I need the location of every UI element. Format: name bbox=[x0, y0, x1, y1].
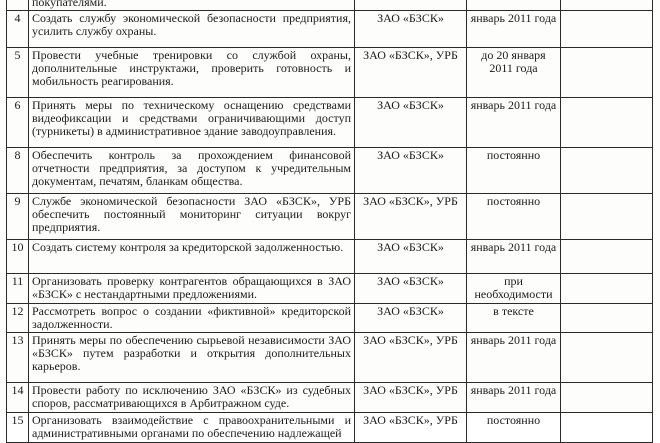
deadline-text: январь 2011 года bbox=[467, 240, 561, 274]
empty-cell bbox=[561, 240, 653, 274]
row-number: 4 bbox=[7, 11, 29, 48]
task-text: Принять меры по обеспечению сырьевой независимости ЗАО «БЗСК» путем разработки и открытия дополнительных карьеров. bbox=[29, 333, 355, 383]
task-text: Рассмотреть вопрос о создании «фиктивной» кредиторской задолженности. bbox=[29, 304, 355, 333]
deadline-text: постоянно bbox=[467, 413, 561, 443]
executor-text: ЗАО «БЗСК» bbox=[355, 11, 467, 48]
row-number: 6 bbox=[7, 98, 29, 148]
empty-cell bbox=[561, 413, 653, 443]
empty-cell bbox=[561, 304, 653, 333]
deadline-text: при необходимости bbox=[467, 274, 561, 304]
executor-text: ЗАО «БЗСК» bbox=[355, 240, 467, 274]
row-number: 11 bbox=[7, 274, 29, 304]
table-row bbox=[7, 240, 653, 274]
table-row bbox=[7, 413, 653, 443]
executor-text: ЗАО «БЗСК», УРБ bbox=[355, 383, 467, 413]
measures-table bbox=[6, 0, 653, 443]
table-row bbox=[7, 304, 653, 333]
deadline-text: январь 2011 года bbox=[467, 333, 561, 383]
task-text: Организовать взаимодействие с правоохранительными и административными органами по обеспечению надлежащей bbox=[29, 413, 355, 443]
row-number: 14 bbox=[7, 383, 29, 413]
table-row bbox=[7, 274, 653, 304]
deadline-text: постоянно bbox=[467, 194, 561, 240]
empty-cell bbox=[561, 274, 653, 304]
table-row bbox=[7, 194, 653, 240]
row-number: 13 bbox=[7, 333, 29, 383]
row-number: 5 bbox=[7, 48, 29, 98]
deadline-text: в тексте bbox=[467, 304, 561, 333]
table-row bbox=[7, 48, 653, 98]
deadline-text bbox=[467, 0, 561, 11]
row-number bbox=[7, 0, 29, 11]
table-row bbox=[7, 98, 653, 148]
row-number: 15 bbox=[7, 413, 29, 443]
empty-cell bbox=[561, 98, 653, 148]
empty-cell bbox=[561, 333, 653, 383]
table-row bbox=[7, 383, 653, 413]
task-text: Службе экономической безопасности ЗАО «БЗСК», УРБ обеспечить постоянный мониторинг ситуации вокруг предприятия. bbox=[29, 194, 355, 240]
deadline-text: январь 2011 года bbox=[467, 98, 561, 148]
empty-cell bbox=[561, 11, 653, 48]
empty-cell bbox=[561, 0, 653, 11]
task-text: Обеспечить контроль за прохождением финансовой отчетности предприятия, за доступом к учредительным документам, печатям, бланкам общества. bbox=[29, 148, 355, 194]
executor-text: ЗАО «БЗСК», УРБ bbox=[355, 194, 467, 240]
task-text: Провести учебные тренировки со службой охраны, дополнительные инструктажи, проверить готовность и мобильность реагирования. bbox=[29, 48, 355, 98]
task-text: Провести работу по исключению ЗАО «БЗСК» из судебных споров, рассматривающихся в Арбитражном суде. bbox=[29, 383, 355, 413]
executor-text: ЗАО «БЗСК», УРБ bbox=[355, 333, 467, 383]
deadline-text: до 20 января 2011 года bbox=[467, 48, 561, 98]
row-number: 10 bbox=[7, 240, 29, 274]
deadline-text: январь 2011 года bbox=[467, 383, 561, 413]
deadline-text: постоянно bbox=[467, 148, 561, 194]
task-text: Организовать проверку контрагентов обращающихся в ЗАО «БЗСК» с нестандартными предложениями. bbox=[29, 274, 355, 304]
task-text: Создать службу экономической безопасности предприятия, усилить службу охраны. bbox=[29, 11, 355, 48]
executor-text: ЗАО «БЗСК» bbox=[355, 274, 467, 304]
row-number: 12 bbox=[7, 304, 29, 333]
table-row bbox=[7, 11, 653, 48]
executor-text: ЗАО «БЗСК» bbox=[355, 98, 467, 148]
task-text: Принять меры по техническому оснащению средствами видеофиксации и средствами ограничивающими доступ (турникеты) в административное здание заводоуправления. bbox=[29, 98, 355, 148]
table-row bbox=[7, 148, 653, 194]
executor-text: ЗАО «БЗСК», УРБ bbox=[355, 48, 467, 98]
task-text: покупателями. bbox=[29, 0, 355, 11]
empty-cell bbox=[561, 148, 653, 194]
empty-cell bbox=[561, 48, 653, 98]
measures-table-body bbox=[7, 0, 653, 443]
executor-text bbox=[355, 0, 467, 11]
row-number: 8 bbox=[7, 148, 29, 194]
empty-cell bbox=[561, 194, 653, 240]
task-text: Создать систему контроля за кредиторской задолженностью. bbox=[29, 240, 355, 274]
table-row bbox=[7, 333, 653, 383]
table-row bbox=[7, 0, 653, 11]
row-number: 9 bbox=[7, 194, 29, 240]
deadline-text: январь 2011 года bbox=[467, 11, 561, 48]
empty-cell bbox=[561, 383, 653, 413]
executor-text: ЗАО «БЗСК», УРБ bbox=[355, 413, 467, 443]
executor-text: ЗАО «БЗСК» bbox=[355, 304, 467, 333]
executor-text: ЗАО «БЗСК» bbox=[355, 148, 467, 194]
